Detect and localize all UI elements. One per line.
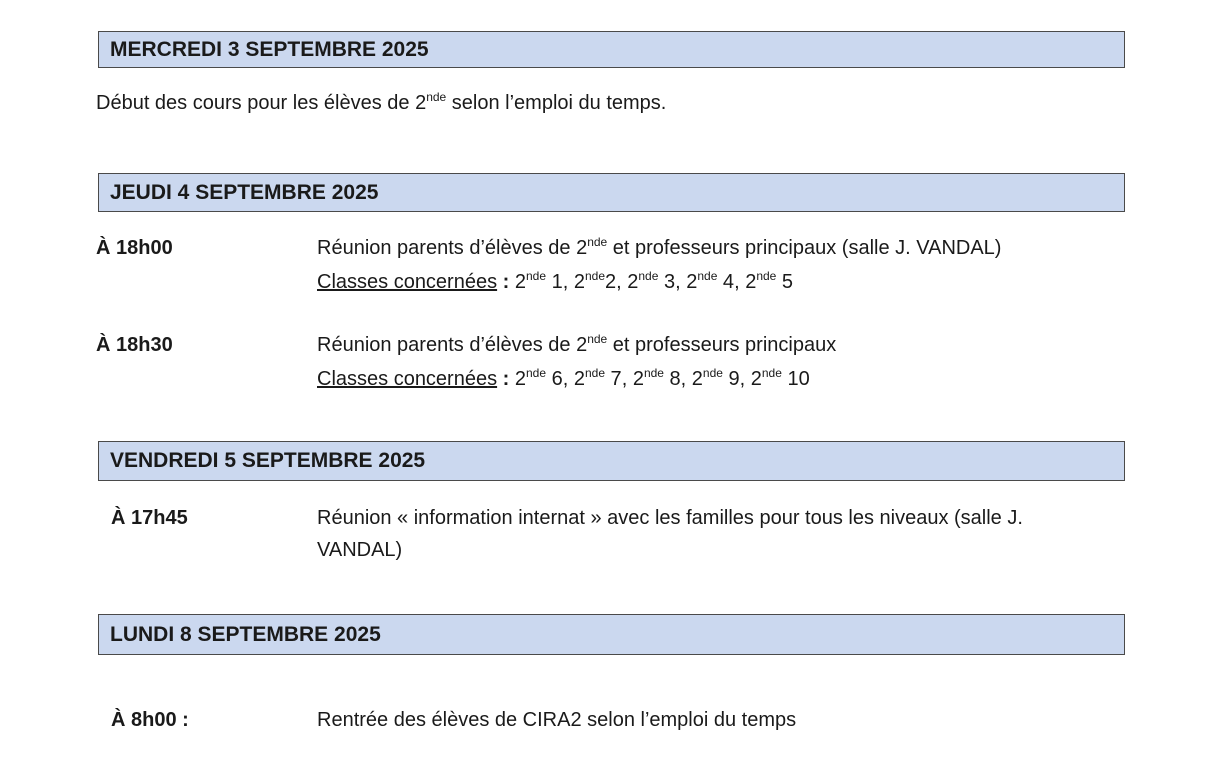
class-item: 2nde 10: [750, 366, 810, 390]
day-header-lundi: LUNDI 8 SEPTEMBRE 2025: [98, 614, 1125, 655]
class-item: 2nde 7,: [573, 366, 633, 390]
class-item: 2nde 8,: [632, 366, 692, 390]
class-item: 2nde 9,: [691, 366, 751, 390]
class-item: 2nde 3,: [627, 269, 687, 293]
event-time-18h30: À 18h30: [96, 334, 173, 356]
day-header-mercredi: MERCREDI 3 SEPTEMBRE 2025: [98, 31, 1125, 68]
mercredi-note: Début des cours pour les élèves de 2nde selon l’emploi du temps.: [96, 90, 667, 114]
class-item: 2nde 4,: [686, 269, 746, 293]
day-header-vendredi: VENDREDI 5 SEPTEMBRE 2025: [98, 441, 1125, 481]
event-time-8h00: À 8h00 :: [111, 709, 189, 731]
class-item: 2nde2,: [573, 269, 628, 293]
classes-line: Classes concernées : 2nde 6, 2nde 7, 2nde 8, 2nde 9, 2nde 10: [317, 366, 810, 390]
class-item: 2nde 6,: [514, 366, 574, 390]
event-time-17h45: À 17h45: [111, 507, 188, 529]
event-desc-17h45: Réunion « information internat » avec les familles pour tous les niveaux (salle J. VANDAL): [317, 507, 1023, 561]
classes-label: Classes concernées: [317, 271, 498, 293]
class-item: 2nde 5: [745, 269, 794, 293]
event-line: Réunion parents d’élèves de 2nde et professeurs principaux: [317, 332, 837, 356]
event-time-18h00: À 18h00: [96, 237, 173, 259]
event-desc-18h00: [317, 232, 1137, 300]
day-header-jeudi: JEUDI 4 SEPTEMBRE 2025: [98, 173, 1125, 212]
class-item: 2nde 1,: [514, 269, 574, 293]
event-desc-8h00: Rentrée des élèves de CIRA2 selon l’emploi du temps: [317, 709, 797, 731]
classes-line: Classes concernées : 2nde 1, 2nde2, 2nde 3, 2nde 4, 2nde 5: [317, 269, 794, 293]
event-desc-18h30: [317, 329, 1137, 397]
classes-label: Classes concernées: [317, 368, 498, 390]
event-line: Réunion parents d’élèves de 2nde et professeurs principaux (salle J. VANDAL): [317, 235, 1002, 259]
